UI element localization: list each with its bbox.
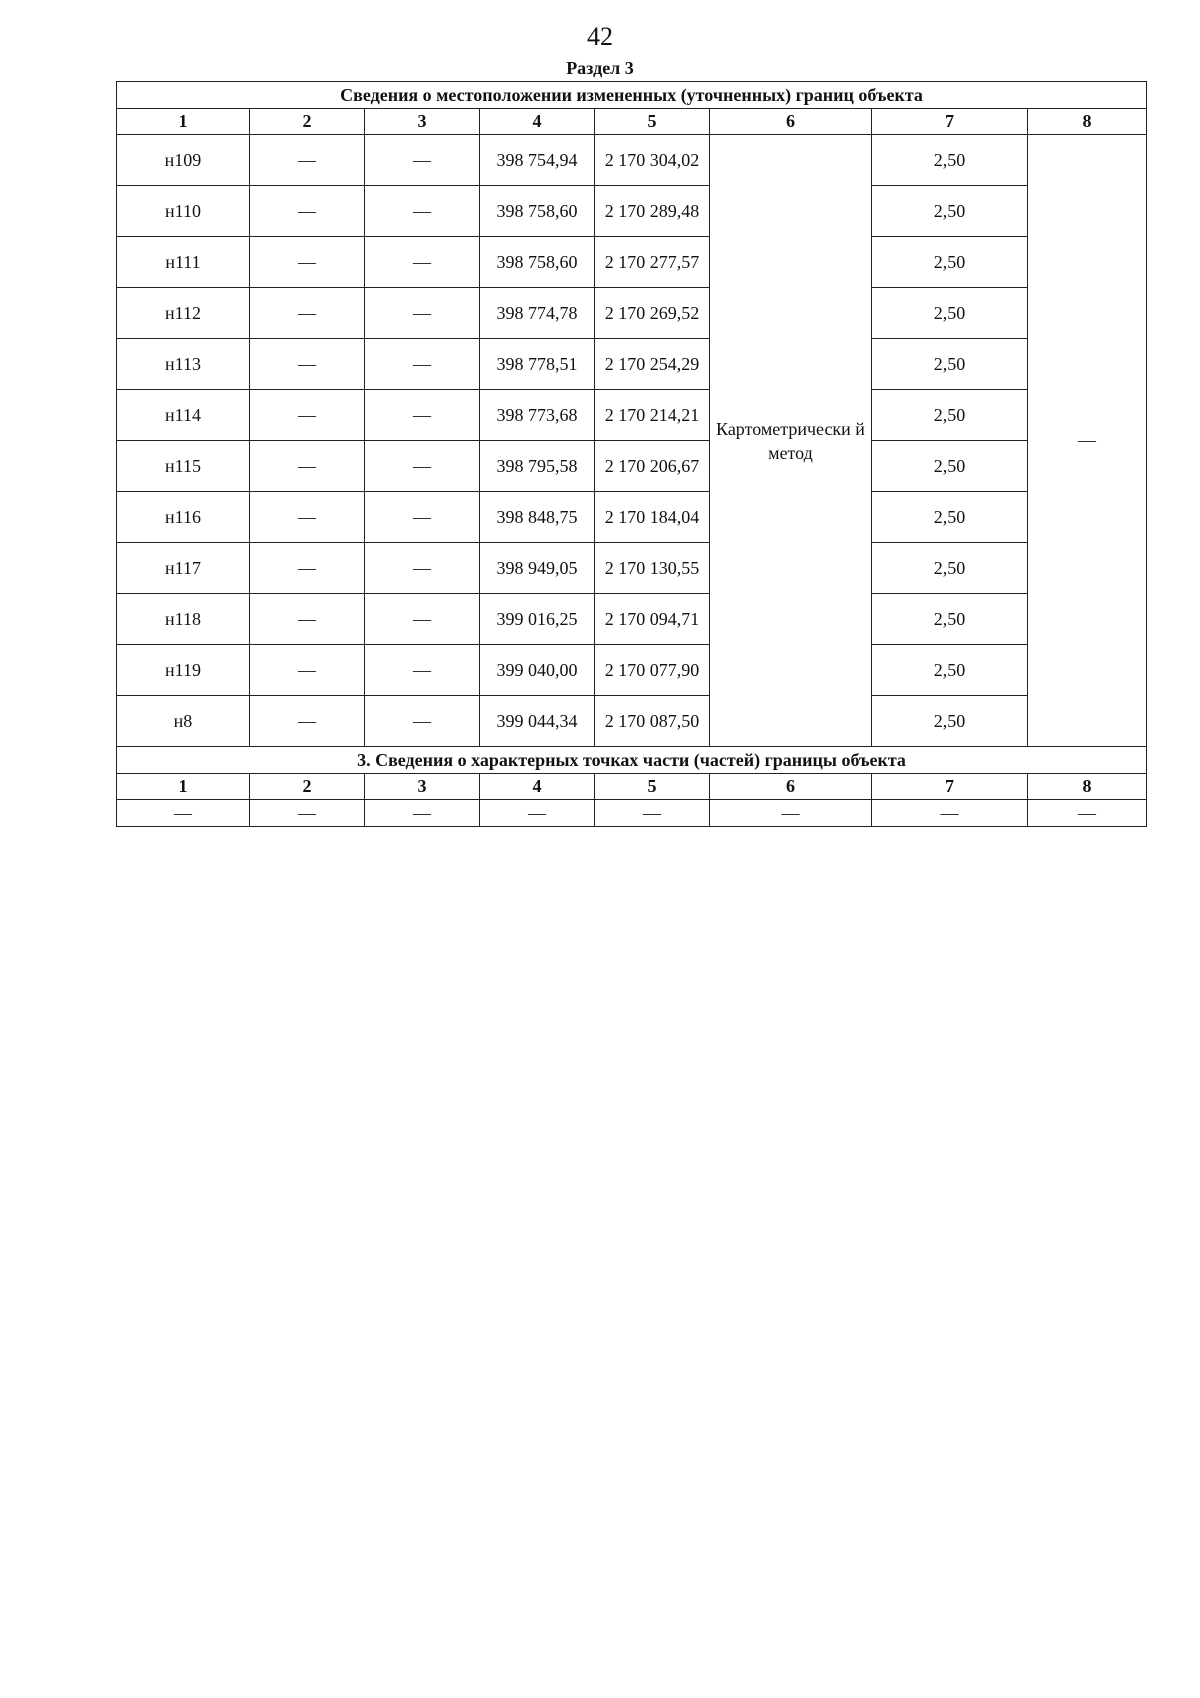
column-number: 8 bbox=[1028, 109, 1147, 135]
coord-y: 2 170 254,29 bbox=[595, 339, 710, 390]
coord-x: 398 774,78 bbox=[480, 288, 595, 339]
col8-cell: — bbox=[1028, 135, 1147, 747]
part-row bbox=[117, 800, 1147, 827]
table-caption: Сведения о местоположении измененных (уточненных) границ объекта bbox=[117, 82, 1147, 109]
coord-x: 399 016,25 bbox=[480, 594, 595, 645]
table-row bbox=[117, 339, 1147, 390]
column-number: 8 bbox=[1028, 774, 1147, 800]
page-number: 42 bbox=[587, 22, 613, 51]
column-number: 3 bbox=[365, 109, 480, 135]
table-row bbox=[117, 492, 1147, 543]
cell-col3: — bbox=[365, 390, 480, 441]
column-number: 6 bbox=[710, 109, 872, 135]
table-row bbox=[117, 288, 1147, 339]
cell-col2: — bbox=[250, 135, 365, 186]
accuracy-value: 2,50 bbox=[872, 696, 1028, 747]
coord-x: 398 848,75 bbox=[480, 492, 595, 543]
cell-col3: — bbox=[365, 441, 480, 492]
coord-y: 2 170 214,21 bbox=[595, 390, 710, 441]
table-row bbox=[117, 645, 1147, 696]
part-caption: 3. Сведения о характерных точках части (частей) границы объекта bbox=[117, 747, 1147, 774]
column-number: 5 bbox=[595, 774, 710, 800]
coord-x: 398 758,60 bbox=[480, 237, 595, 288]
cell-col2: — bbox=[250, 645, 365, 696]
coord-y: 2 170 130,55 bbox=[595, 543, 710, 594]
table-row bbox=[117, 594, 1147, 645]
coord-y: 2 170 269,52 bbox=[595, 288, 710, 339]
coord-x: 398 758,60 bbox=[480, 186, 595, 237]
coord-x: 398 754,94 bbox=[480, 135, 595, 186]
cell-col3: — bbox=[365, 543, 480, 594]
column-numbers-row bbox=[117, 774, 1147, 800]
cell-col2: — bbox=[250, 288, 365, 339]
accuracy-value: 2,50 bbox=[872, 237, 1028, 288]
part-cell: — bbox=[1028, 800, 1147, 827]
point-name: н112 bbox=[117, 288, 250, 339]
cell-col3: — bbox=[365, 288, 480, 339]
cell-col3: — bbox=[365, 135, 480, 186]
table-row bbox=[117, 441, 1147, 492]
cell-col3: — bbox=[365, 696, 480, 747]
cell-col3: — bbox=[365, 339, 480, 390]
column-number: 7 bbox=[872, 109, 1028, 135]
accuracy-value: 2,50 bbox=[872, 135, 1028, 186]
coord-y: 2 170 094,71 bbox=[595, 594, 710, 645]
cell-col2: — bbox=[250, 186, 365, 237]
point-name: н110 bbox=[117, 186, 250, 237]
point-name: н113 bbox=[117, 339, 250, 390]
cell-col3: — bbox=[365, 645, 480, 696]
cell-col3: — bbox=[365, 237, 480, 288]
cell-col3: — bbox=[365, 492, 480, 543]
column-number: 1 bbox=[117, 109, 250, 135]
accuracy-value: 2,50 bbox=[872, 492, 1028, 543]
accuracy-value: 2,50 bbox=[872, 441, 1028, 492]
point-name: н116 bbox=[117, 492, 250, 543]
part-cell: — bbox=[595, 800, 710, 827]
table-row bbox=[117, 390, 1147, 441]
cell-col2: — bbox=[250, 543, 365, 594]
column-number: 1 bbox=[117, 774, 250, 800]
coord-y: 2 170 077,90 bbox=[595, 645, 710, 696]
part-cell: — bbox=[250, 800, 365, 827]
column-number: 2 bbox=[250, 774, 365, 800]
coord-y: 2 170 184,04 bbox=[595, 492, 710, 543]
table-row bbox=[117, 135, 1147, 186]
table-row bbox=[117, 696, 1147, 747]
cell-col3: — bbox=[365, 594, 480, 645]
coord-y: 2 170 206,67 bbox=[595, 441, 710, 492]
part-cell: — bbox=[710, 800, 872, 827]
coord-x: 398 949,05 bbox=[480, 543, 595, 594]
section-title: Раздел 3 bbox=[566, 58, 634, 78]
boundary-table bbox=[116, 81, 1147, 827]
accuracy-value: 2,50 bbox=[872, 594, 1028, 645]
point-name: н119 bbox=[117, 645, 250, 696]
column-number: 4 bbox=[480, 109, 595, 135]
point-name: н118 bbox=[117, 594, 250, 645]
cell-col2: — bbox=[250, 339, 365, 390]
coord-x: 399 040,00 bbox=[480, 645, 595, 696]
part-cell: — bbox=[365, 800, 480, 827]
column-number: 7 bbox=[872, 774, 1028, 800]
table-row bbox=[117, 186, 1147, 237]
accuracy-value: 2,50 bbox=[872, 645, 1028, 696]
point-name: н117 bbox=[117, 543, 250, 594]
point-name: н109 bbox=[117, 135, 250, 186]
coord-x: 398 795,58 bbox=[480, 441, 595, 492]
part-cell: — bbox=[872, 800, 1028, 827]
cell-col2: — bbox=[250, 492, 365, 543]
cell-col2: — bbox=[250, 441, 365, 492]
part-cell: — bbox=[480, 800, 595, 827]
accuracy-value: 2,50 bbox=[872, 186, 1028, 237]
column-number: 2 bbox=[250, 109, 365, 135]
table-row bbox=[117, 543, 1147, 594]
coord-x: 398 773,68 bbox=[480, 390, 595, 441]
coord-y: 2 170 304,02 bbox=[595, 135, 710, 186]
column-number: 3 bbox=[365, 774, 480, 800]
column-number: 4 bbox=[480, 774, 595, 800]
cell-col2: — bbox=[250, 390, 365, 441]
point-name: н111 bbox=[117, 237, 250, 288]
method-cell: Картометрически й метод bbox=[710, 135, 872, 747]
column-number: 5 bbox=[595, 109, 710, 135]
accuracy-value: 2,50 bbox=[872, 543, 1028, 594]
cell-col2: — bbox=[250, 594, 365, 645]
point-name: н8 bbox=[117, 696, 250, 747]
point-name: н114 bbox=[117, 390, 250, 441]
cell-col3: — bbox=[365, 186, 480, 237]
cell-col2: — bbox=[250, 696, 365, 747]
point-name: н115 bbox=[117, 441, 250, 492]
cell-col2: — bbox=[250, 237, 365, 288]
coord-y: 2 170 087,50 bbox=[595, 696, 710, 747]
part-cell: — bbox=[117, 800, 250, 827]
accuracy-value: 2,50 bbox=[872, 390, 1028, 441]
column-numbers-row bbox=[117, 109, 1147, 135]
coord-y: 2 170 289,48 bbox=[595, 186, 710, 237]
column-number: 6 bbox=[710, 774, 872, 800]
coord-x: 398 778,51 bbox=[480, 339, 595, 390]
table-row bbox=[117, 237, 1147, 288]
accuracy-value: 2,50 bbox=[872, 288, 1028, 339]
coord-y: 2 170 277,57 bbox=[595, 237, 710, 288]
coord-x: 399 044,34 bbox=[480, 696, 595, 747]
accuracy-value: 2,50 bbox=[872, 339, 1028, 390]
